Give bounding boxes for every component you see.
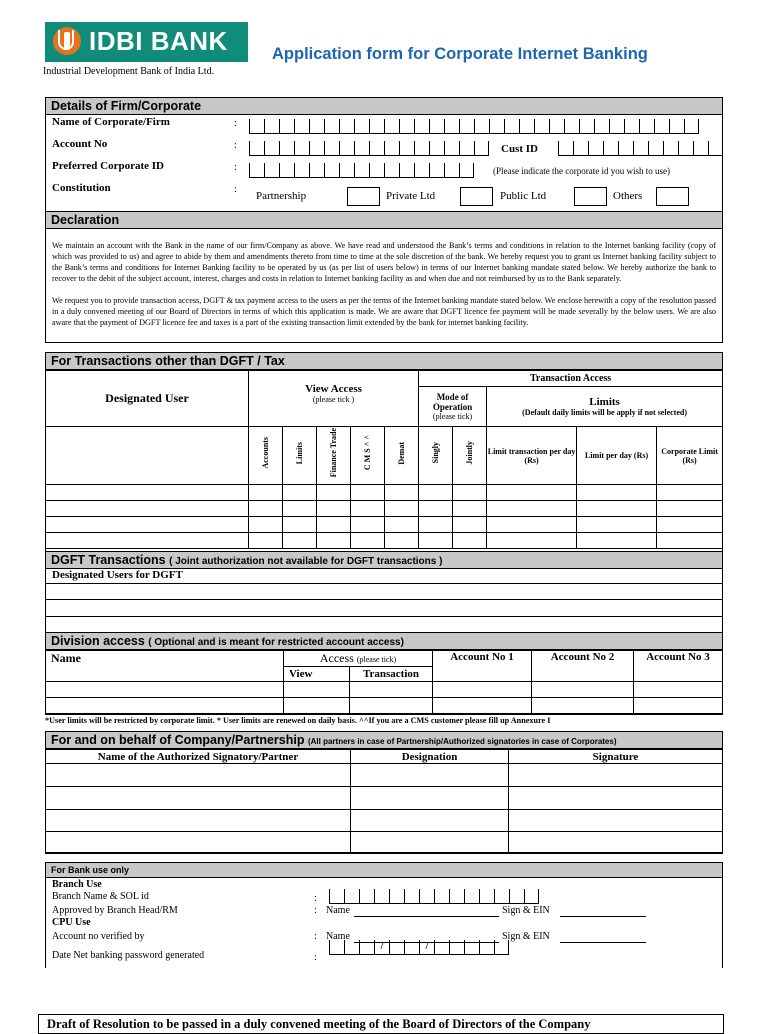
designated-user-blank — [46, 427, 249, 485]
option-partnership-label: Partnership — [256, 190, 307, 202]
preferred-corp-id-label: Preferred Corporate ID — [52, 160, 164, 172]
table-row[interactable] — [46, 485, 723, 501]
dgft-heading: DGFT Transactions ( Joint authorization not available for DGFT transactions ) — [46, 552, 722, 569]
division-access-header: Access (please tick) — [284, 651, 433, 667]
firm-details-heading: Details of Firm/Corporate — [46, 98, 722, 115]
account-no-2-header: Account No 2 — [532, 651, 634, 682]
option-partnership-checkbox[interactable] — [347, 187, 380, 206]
table-row[interactable] — [46, 832, 723, 854]
option-public-checkbox[interactable] — [574, 187, 607, 206]
mode-of-operation-header: Mode of Operation (please tick) — [419, 387, 487, 427]
col-corporate-limit: Corporate Limit (Rs) — [657, 427, 723, 485]
bank-use-section: For Bank use only Branch Use Branch Name & SOL id : Approved by Branch Head/RM : Name Sign & EIN CPU Use Account no verified by : Name Sign & EIN Date Net banking password generated : / / — [45, 862, 723, 968]
date-boxes[interactable]: / / — [329, 940, 509, 955]
branch-use-label: Branch Use — [52, 879, 102, 890]
table-row[interactable] — [46, 787, 723, 810]
signatory-name-header: Name of the Authorized Signatory/Partner — [46, 750, 351, 764]
idbi-emblem-icon — [53, 27, 81, 55]
declaration-section — [45, 228, 723, 343]
designated-user-header: Designated User — [46, 371, 249, 427]
constitution-label: Constitution — [52, 182, 111, 194]
corporate-name-boxes[interactable] — [249, 119, 699, 134]
division-table — [45, 650, 723, 714]
table-row[interactable] — [46, 682, 723, 698]
transactions-table — [45, 370, 723, 549]
option-others-label: Others — [613, 190, 643, 202]
verified-sign-ein-label: Sign & EIN — [502, 931, 550, 942]
option-private-label: Private Ltd — [386, 190, 436, 202]
view-access-header: View Access (please tick ) — [249, 371, 419, 427]
cpu-use-label: CPU Use — [52, 917, 91, 928]
col-limits: Limits — [295, 441, 304, 465]
approved-sign-ein-label: Sign & EIN — [502, 905, 550, 916]
table-row[interactable] — [46, 501, 723, 517]
approved-name-label: Name — [326, 905, 350, 916]
account-no-label: Account No — [52, 138, 108, 150]
dgft-section — [45, 551, 723, 633]
division-section — [45, 632, 723, 715]
col-demat: Demat — [397, 441, 407, 465]
account-no-boxes[interactable] — [249, 141, 489, 156]
bank-full-name: Industrial Development Bank of India Ltd. — [43, 66, 215, 77]
transactions-section — [45, 352, 723, 552]
col-singly: Singly — [431, 442, 441, 464]
table-row[interactable] — [46, 810, 723, 832]
sol-id-boxes[interactable] — [329, 889, 539, 904]
approved-by-label: Approved by Branch Head/RM — [52, 905, 178, 916]
account-no-1-header: Account No 1 — [433, 651, 532, 682]
signature-header: Signature — [509, 750, 723, 764]
resolution-box — [38, 1014, 724, 1034]
behalf-heading: For and on behalf of Company/Partnership (All partners in case of Partnership/Authorized signatories in case of Corporates) — [46, 732, 722, 749]
idbi-logo — [45, 22, 248, 62]
table-row[interactable] — [46, 764, 723, 787]
declaration-text: We maintain an account with the Bank in the name of our firm/Company as above. We have read and understood the Bank’s terms and conditions in relation to the Internet banking facility (copy of which was provided to us) and agree to abide by them and amendments thereto from time to time at the sole discretion of the bank. We hereby request you to grant us Internet banking facility subject to the Bank’s terms and conditions for Internet Banking facility to be operated by us (as per list of users below) in terms of our Internet banking mandate stated below. We hereby authorize the bank to recover to the debit of the subject account, interest, charges and costs in relation to Internet banking facility as and when due and not reimbursed by us to the Bank separately. — [52, 241, 716, 283]
transaction-access-header: Transaction Access — [419, 371, 723, 387]
corporate-name-label: Name of Corporate/Firm — [52, 116, 170, 128]
limits-header: Limits (Default daily limits will be apply if not selected) — [487, 387, 723, 427]
form-title: Application form for Corporate Internet Banking — [272, 45, 648, 63]
resolution-title: Draft of Resolution to be passed in a duly convened meeting of the Board of Directors of the Company — [47, 1017, 591, 1031]
division-footnote: *User limits will be restricted by corporate limit. * User limits are renewed on daily basis. ^^If you are a CMS customer please fill up Annexure I — [45, 716, 551, 725]
option-private-checkbox[interactable] — [460, 187, 493, 206]
behalf-section — [45, 731, 723, 853]
option-public-label: Public Ltd — [500, 190, 547, 202]
col-accounts: Accounts — [261, 437, 270, 469]
division-heading: Division access ( Optional and is meant for restricted account access) — [46, 633, 722, 650]
division-transaction-header: Transaction — [350, 667, 433, 682]
col-jointly: Jointly — [465, 441, 475, 465]
table-row[interactable] — [46, 698, 723, 714]
signatory-table — [45, 749, 723, 854]
designation-header: Designation — [351, 750, 509, 764]
dgft-designated-label: Designated Users for DGFT — [52, 569, 183, 581]
col-finance-trade: Finance Trade — [329, 428, 338, 478]
verified-name-label: Name — [326, 931, 350, 942]
bank-use-heading: For Bank use only — [46, 863, 722, 878]
declaration-heading: Declaration — [46, 211, 722, 229]
table-row[interactable] — [46, 533, 723, 549]
corp-id-hint: (Please indicate the corporate id you wish to use) — [493, 166, 670, 176]
division-name-header: Name — [46, 651, 284, 682]
table-row[interactable] — [46, 517, 723, 533]
date-generated-label: Date Net banking password generated — [52, 950, 205, 961]
division-view-header: View — [284, 667, 350, 682]
col-limit-transaction: Limit transaction per day (Rs) — [487, 427, 577, 485]
logo-text: IDBI BANK — [89, 26, 228, 56]
option-others-checkbox[interactable] — [656, 187, 689, 206]
account-no-3-header: Account No 3 — [634, 651, 723, 682]
col-cms: C M S ^ ^ — [363, 435, 372, 471]
declaration-text-2: We request you to provide transaction access, DGFT & tax payment access to the users as per the terms of the Internet banking mandate stated below. We enclose herewith a copy of the resolution passed in a duly convened meeting of our Board of Directors in terms of which this application is made. We are aware that DGFT licence fee payment will be made severally by the below users. We are also aware that the payment of DGFT licence fee and taxes is a part of the existing transaction limit extended by the bank for internet banking facility. — [52, 296, 716, 327]
col-limit-per-day: Limit per day (Rs) — [577, 427, 657, 485]
account-verified-label: Account no verified by — [52, 931, 145, 942]
transactions-heading: For Transactions other than DGFT / Tax — [46, 353, 722, 370]
firm-details-section: Details of Firm/Corporate Name of Corporate/Firm : Account No : Cust ID Preferred Corporate ID : (Please indicate the corporate id you wish to use) Constitution : Partnership Private Ltd Public Ltd Others Declaration — [45, 97, 723, 229]
preferred-corp-id-boxes[interactable] — [249, 163, 474, 178]
cust-id-boxes[interactable] — [558, 141, 723, 156]
branch-name-label: Branch Name & SOL id — [52, 891, 149, 902]
cust-id-label: Cust ID — [501, 143, 538, 155]
